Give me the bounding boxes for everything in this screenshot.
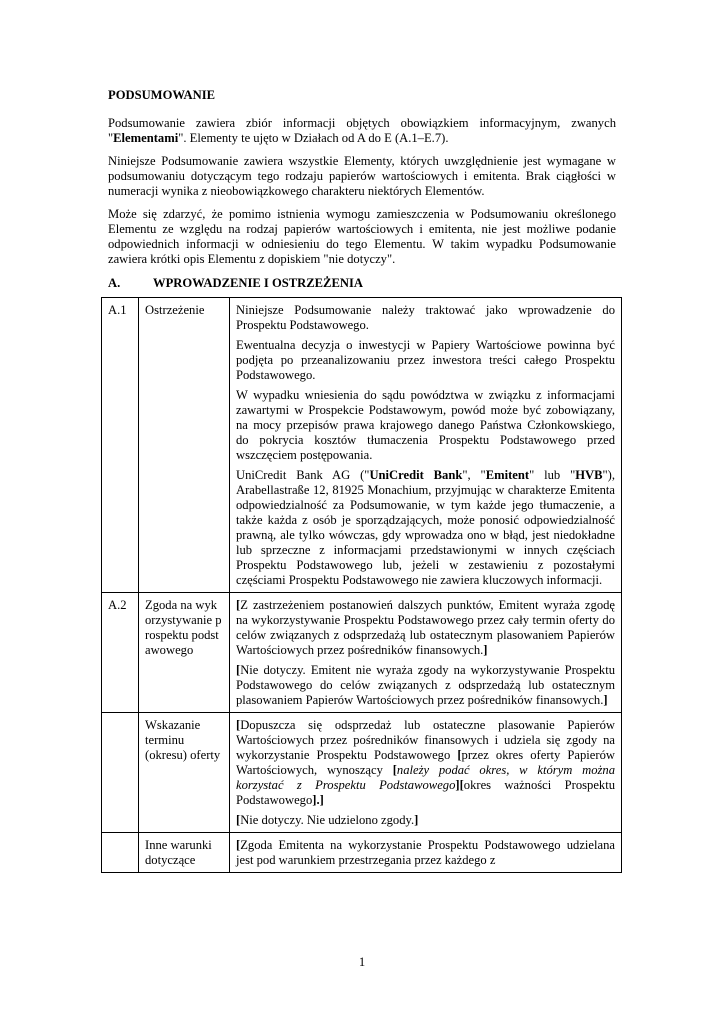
a1-paragraph-2: Ewentualna decyzja o inwestycji w Papiery Wartościowe powinna być podjęta po przeanalizowaniu przez inwestora treści całego Prospektu Podstawowego. xyxy=(236,338,615,382)
a2-p1-text: Z zastrzeżeniem postanowień dalszych punktów, Emitent wyraża zgodę na wykorzystywanie Prospektu Podstawowego przez cały termin oferty do celów związanych z odsprzedażą lub ostatecznym plasowaniem Papierów Wartościowych przez pośredników finansowych. xyxy=(236,598,615,657)
element-id xyxy=(102,833,139,873)
intro-p1-end: ". Elementy te ujęto w Działach od A do E (A.1–E.7). xyxy=(178,131,449,145)
summary-table xyxy=(101,297,622,873)
element-content xyxy=(230,833,622,873)
a1-paragraph-4 xyxy=(236,468,615,588)
element-label: Inne warunki dotyczące xyxy=(139,833,230,873)
section-title: WPROWADZENIE I OSTRZEŻENIA xyxy=(153,276,363,290)
intro-p1-start: Podsumowanie zawiera zbiór informacji objętych obowiązkiem informacyjnym, zwanych " xyxy=(108,116,616,145)
a1-paragraph-1: Niniejsze Podsumowanie należy traktować jako wprowadzenie do Prospektu Podstawowego. xyxy=(236,303,615,332)
a1-paragraph-3: W wypadku wniesienia do sądu powództwa w związku z informacjami zawartymi w Prospekcie Podstawowym, powód może być zobowiązany, na mocy przepisów prawa krajowego danego Państwa Członkowskiego, do pokrycia kosztów tłumaczenia Prospektu Podstawowego przed wszczęciem postępowania. xyxy=(236,388,615,462)
a1-p4-text: "), Arabellastraße 12, 81925 Monachium, przyjmując w charakterze Emitenta odpowiedzialność za Podsumowanie, w tym każde jego tłumaczenie, a także każda z osób je sporządzających, może ponosić odpowiedzialność prawną, ale tylko wówczas, gdy wprowadza ono w błąd, jest niedokładne lub sprzeczne z informacjami przedstawionymi w innych częściach Prospektu Podstawowego lub, jeżeli w zestawieniu z pozostałymi częściami Prospektu Podstawowego nie zawiera kluczowych informacji. xyxy=(236,468,615,587)
table-row-a1 xyxy=(102,298,622,593)
page-number: 1 xyxy=(358,955,366,969)
a1-p4-text: " lub " xyxy=(529,468,576,482)
a1-p4-bold-emitent: Emitent xyxy=(485,468,530,482)
table-row-other xyxy=(102,833,622,873)
element-content xyxy=(230,713,622,833)
intro-p1-bold: Elementami xyxy=(113,131,179,145)
section-heading xyxy=(108,276,616,291)
a2-paragraph-1: [Z zastrzeżeniem postanowień dalszych punktów, Emitent wyraża zgodę na wykorzystywanie Prospektu Podstawowego przez cały termin oferty do celów związanych z odsprzedażą lub ostatecznym plasowaniem Papierów Wartościowych przez pośredników finansowych.] xyxy=(236,598,615,657)
element-id: A.2 xyxy=(102,593,139,713)
element-label: Zgoda na wykorzystywanie prospektu podstawowego xyxy=(139,593,230,713)
element-content xyxy=(230,298,622,593)
table-row-a2 xyxy=(102,593,622,713)
document-page xyxy=(108,88,616,873)
document-title: PODSUMOWANIE xyxy=(108,88,216,102)
term-p1-text: okres ważności Prospektu Podstawowego xyxy=(236,778,615,807)
term-p1-text: Dopuszcza się odsprzedaż lub ostateczne plasowanie Papierów Wartościowych przez pośredników finansowych i udziela się zgody na wykorzystanie Prospektu Podstawowego xyxy=(236,718,615,762)
element-id xyxy=(102,713,139,833)
table-row-term xyxy=(102,713,622,833)
other-p1-text: Zgoda Emitenta na wykorzystanie Prospektu Podstawowego udzielana jest pod warunkiem przestrzegania przez każdego z xyxy=(236,838,615,867)
a2-p2-text: Nie dotyczy. Emitent nie wyraża zgody na wykorzystywanie Prospektu Podstawowego do celów związanych z odsprzedażą lub ostatecznym plasowaniem Papierów Wartościowych przez pośredników finansowych. xyxy=(236,663,615,707)
a1-p4-text: ", " xyxy=(462,468,486,482)
intro-paragraph-1 xyxy=(108,116,616,146)
intro-paragraph-2: Niniejsze Podsumowanie zawiera wszystkie Elementy, których uwzględnienie jest wymagane w podsumowaniu dotyczącym tego rodzaju papierów wartościowych i emitenta. Brak ciągłości w numeracji wynika z nieobowiązkowego charakteru niektórych Elementów. xyxy=(108,154,616,198)
element-id: A.1 xyxy=(102,298,139,593)
intro-paragraph-3: Może się zdarzyć, że pomimo istnienia wymogu zamieszczenia w Podsumowaniu określonego Elementu ze względu na rodzaj papierów wartościowych i emitenta, nie jest możliwe podanie odpowiednich informacji w odniesieniu do tego Elementu. W takim wypadku Podsumowanie zawiera krótki opis Elementu z dopiskiem "nie dotyczy". xyxy=(108,207,616,266)
section-number: A. xyxy=(108,276,121,290)
a1-p4-bold-hvb: HVB xyxy=(575,468,603,482)
term-paragraph-2: [Nie dotyczy. Nie udzielono zgody.] xyxy=(236,813,419,827)
a2-paragraph-2: [Nie dotyczy. Emitent nie wyraża zgody na wykorzystywanie Prospektu Podstawowego do celów związanych z odsprzedażą lub ostatecznym plasowaniem Papierów Wartościowych przez pośredników finansowych.] xyxy=(236,663,615,707)
element-label: Ostrzeżenie xyxy=(139,298,230,593)
a1-p4-text: UniCredit Bank AG (" xyxy=(236,468,370,482)
a1-p4-bold-unicredit: UniCredit Bank xyxy=(369,468,463,482)
term-paragraph-1: [Dopuszcza się odsprzedaż lub ostateczne plasowanie Papierów Wartościowych przez pośredników finansowych i udziela się zgody na wykorzystanie Prospektu Podstawowego [przez okres oferty Papierów Wartościowych, wynoszący [należy podać okres, w którym można korzystać z Prospektu Podstawowego][okres ważności Prospektu Podstawowego].] xyxy=(236,718,615,807)
other-paragraph-1: [Zgoda Emitenta na wykorzystanie Prospektu Podstawowego udzielana jest pod warunkiem przestrzegania przez każdego z xyxy=(236,838,615,867)
element-label: Wskazanie terminu (okresu) oferty xyxy=(139,713,230,833)
term-p1-text: przez okres oferty Papierów Wartościowych, wynoszący xyxy=(236,748,615,777)
term-p2-text: Nie dotyczy. Nie udzielono zgody. xyxy=(240,813,415,827)
term-p1-italic: należy podać okres, w którym można korzystać z Prospektu Podstawowego xyxy=(236,763,615,792)
element-content xyxy=(230,593,622,713)
